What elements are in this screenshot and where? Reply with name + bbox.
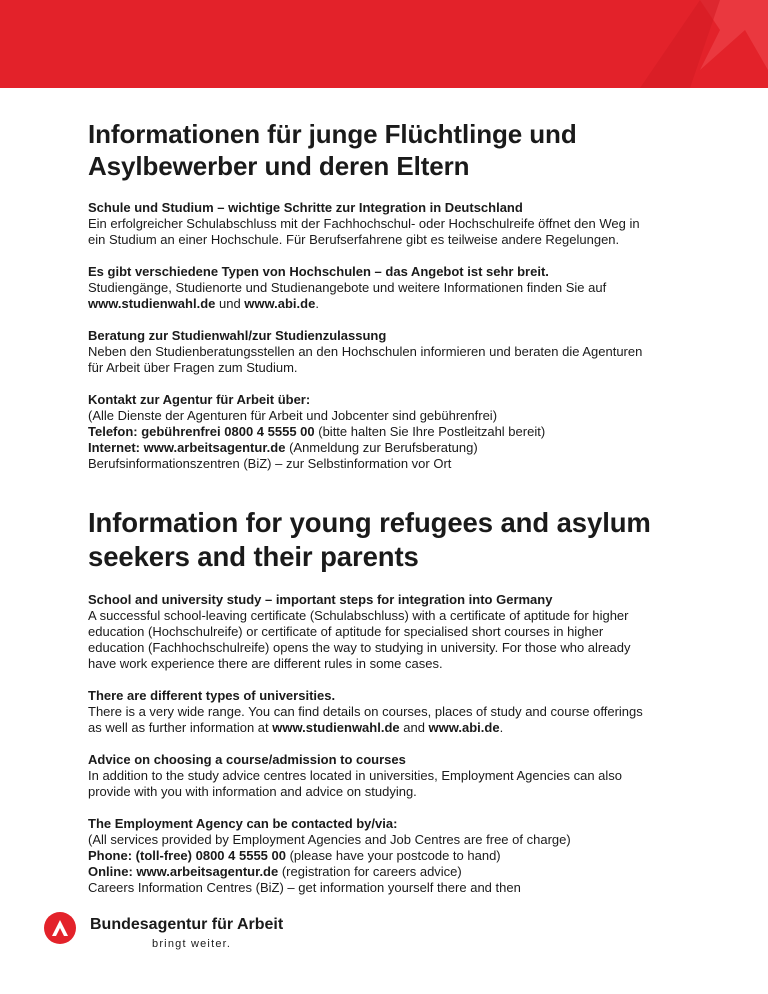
en-heading-advice: Advice on choosing a course/admission to courses [88,752,406,767]
en-text-line: education (Hochschulreife) or certificate of aptitude for specialised short courses in higher [88,624,604,639]
banner-arrow-graphic [0,0,768,88]
en-block-types [88,688,708,736]
en-heading-types: There are different types of universities. [88,688,336,703]
header-banner [0,0,768,88]
de-text-line: Ein erfolgreicher Schulabschluss mit der Fachhochschul- oder Hochschulreife öffnet den Weg in [88,216,640,231]
punctuation: . [315,296,319,311]
en-heading-school: School and university study – important steps for integration into Germany [88,592,553,607]
de-text-line: Studiengänge, Studienorte und Studienangebote und weitere Informationen finden Sie auf [88,280,607,295]
de-heading-school: Schule und Studium – wichtige Schritte zur Integration in Deutschland [88,200,523,215]
de-text-line: Neben den Studienberatungsstellen an den Hochschulen informieren und beraten die Agenturen [88,344,643,359]
en-text-line: In addition to the study advice centres located in universities, Employment Agencies can also [88,768,623,783]
connector-text: und [215,296,245,311]
phone-number-en[interactable]: Phone: (toll-free) 0800 4 5555 00 [88,848,286,863]
en-text-line: education (Fachhochschulreife) opens the way to studying in university. For those who already [88,640,631,655]
de-phone-line [88,424,708,440]
en-web-line [88,864,708,880]
phone-note: (please have your postcode to hand) [285,848,501,863]
brand-name: Bundesagentur für Arbeit [90,916,284,933]
website-link-en[interactable]: Online: www.arbeitsagentur.de [88,864,279,879]
en-text-line: There is a very wide range. You can find details on courses, places of study and course offerings [88,704,643,719]
ba-logo-icon [44,912,76,944]
en-links-line [88,720,708,736]
en-text-line: (All services provided by Employment Agencies and Job Centres are free of charge) [88,832,571,847]
en-heading-contact: The Employment Agency can be contacted by/via: [88,816,398,831]
phone-number[interactable]: Telefon: gebührenfrei 0800 4 5555 00 [88,424,315,439]
en-block-advice [88,752,708,800]
website-link[interactable]: Internet: www.arbeitsagentur.de [88,440,286,455]
phone-note: (bitte halten Sie Ihre Postleitzahl bereit) [314,424,546,439]
german-title [88,118,708,182]
en-block-school [88,592,708,672]
en-text-fragment: as well as further information at [88,720,273,735]
footer-logo-block [44,912,344,962]
en-text-line: A successful school-leaving certificate (Schulabschluss) with a certificate of aptitude for higher [88,608,629,623]
en-text-line: have work experience there are different rules in some cases. [88,656,443,671]
de-heading-types: Es gibt verschiedene Typen von Hochschulen – das Angebot ist sehr breit. [88,264,549,279]
german-title-line-2: Asylbewerber und deren Eltern [88,151,470,181]
english-title-line-2: seekers and their parents [88,541,419,572]
en-text-line: Careers Information Centres (BiZ) – get information yourself there and then [88,880,521,895]
en-block-contact [88,816,708,896]
de-text-line: (Alle Dienste der Agenturen für Arbeit und Jobcenter sind gebührenfrei) [88,408,498,423]
connector-text: and [399,720,429,735]
de-heading-contact: Kontakt zur Agentur für Arbeit über: [88,392,311,407]
punctuation: . [499,720,504,735]
en-phone-line [88,848,708,864]
brand-claim: bringt weiter. [152,938,232,950]
de-block-advice [88,328,708,376]
german-section [88,200,708,472]
english-section [88,592,708,896]
de-links-line [88,296,708,312]
link-abi-en[interactable]: www.abi.de [428,720,500,735]
de-text-line: für Arbeit über Fragen zum Studium. [88,360,298,375]
de-web-line [88,440,708,456]
de-text-line: ein Studium an einer Hochschule. Für Berufserfahrene gibt es teilweise andere Regelungen. [88,232,620,247]
en-text-line: provide with you with information and advice on studying. [88,784,417,799]
main-content [88,118,708,912]
link-abi[interactable]: www.abi.de [244,296,316,311]
link-studienwahl-en[interactable]: www.studienwahl.de [272,720,400,735]
web-note: (registration for careers advice) [278,864,462,879]
english-title [88,506,708,574]
de-heading-advice: Beratung zur Studienwahl/zur Studienzulassung [88,328,387,343]
web-note: (Anmeldung zur Berufsberatung) [285,440,478,455]
de-block-types [88,264,708,312]
de-block-school [88,200,708,248]
de-block-contact [88,392,708,472]
de-text-line: Berufsinformationszentren (BiZ) – zur Selbstinformation vor Ort [88,456,452,471]
english-title-line-1: Information for young refugees and asylum [88,507,651,538]
link-studienwahl[interactable]: www.studienwahl.de [88,296,216,311]
german-title-line-1: Informationen für junge Flüchtlinge und [88,119,577,149]
